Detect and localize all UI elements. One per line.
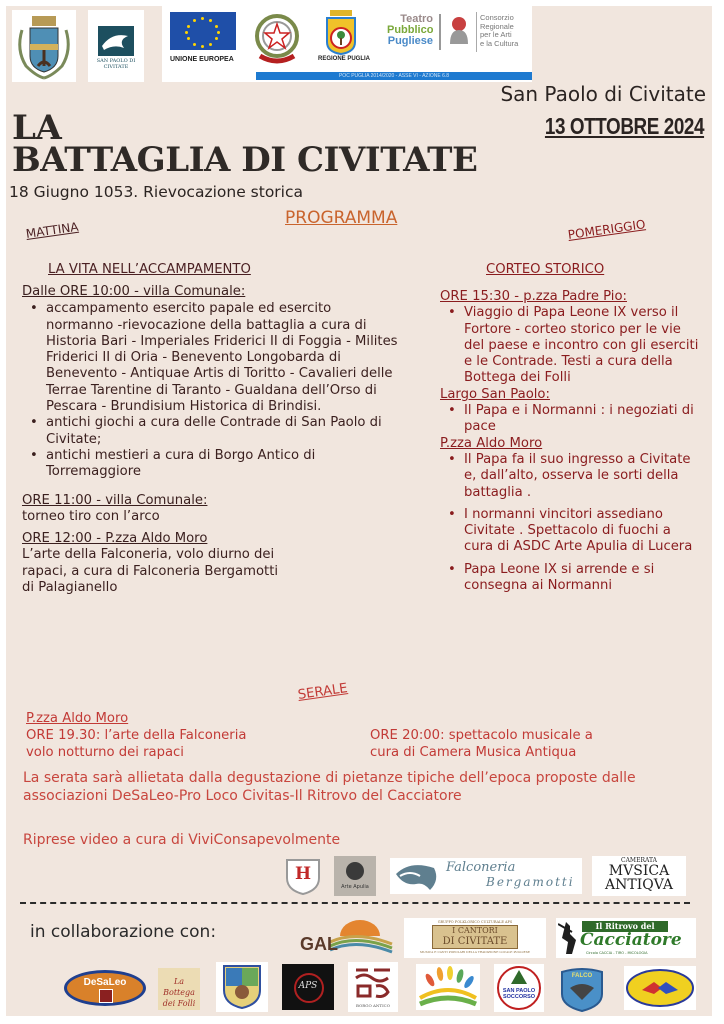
volontariato-san-paolo-soccorso-logo: [494, 964, 544, 1012]
camerata-musica-antiqua-logo: [592, 856, 686, 896]
borgo-antico-label: BORGO ANTICO: [355, 1003, 391, 1008]
triangle-emblem-icon: [511, 970, 527, 984]
pomeriggio-bullet-list: [440, 403, 702, 436]
historia-h-letter: H: [294, 864, 312, 884]
serale-label: SERALE: [296, 681, 349, 703]
teatro-label: Teatro: [400, 13, 433, 25]
eu-flag-icon: [170, 12, 236, 50]
consorzio-line: per le Arti: [480, 30, 512, 39]
gal-label: GAL: [300, 934, 338, 954]
event-subtitle: 18 Giugno 1053. Rievocazione storica: [9, 183, 304, 201]
list-item: • I normanni vincitori assediano Civitate . Spettacolo di fuochi a cura di ASDC Arte Apulia di Lucera: [440, 507, 702, 556]
folli-label: dei Folli: [162, 999, 196, 1008]
consorzio-line: Regionale: [480, 21, 514, 31]
desaleo-label: DeSaLeo: [83, 977, 127, 988]
mattina-section-title: LA VITA NELL’ACCAMPAMENTO: [48, 262, 251, 277]
musica-label: MVSICA: [608, 863, 670, 879]
arte-apulia-label: Arte Apulia: [341, 884, 369, 890]
list-item: • Viaggio di Papa Leone IX verso il Fortore - corteo storico per le vie del paese e incontro con gli eserciti e le Contrade. Testi a cura della Bottega dei Folli: [440, 305, 702, 386]
regione-puglia-label: REGIONE PUGLIA: [318, 56, 371, 62]
list-item: • antichi giochi a cura delle Contrade di San Paolo di Civitate;: [22, 415, 398, 448]
teatro-pubblico-pugliese-logo: [387, 14, 433, 47]
borgo-antico-pattern-icon: [354, 966, 392, 1000]
serale-music-line: ORE 20:00: spettacolo musicale a: [370, 728, 593, 743]
antiqua-label: ANTIQVA: [605, 877, 673, 893]
mattina-bullet-list: [22, 301, 398, 480]
pomeriggio-section-title: CORTEO STORICO: [486, 262, 605, 277]
italian-emblem-icon: [252, 10, 302, 68]
desaleo-logo: [64, 970, 146, 1006]
comune-crest: [12, 10, 76, 82]
pomeriggio-block-heading: ORE 15:30 - p.zza Padre Pio:: [440, 289, 627, 304]
bottega-dei-folli-logo: [158, 968, 200, 1010]
event-title-line2: BATTAGLIA DI CIVITATE: [12, 140, 478, 180]
pomeriggio-label: POMERIGGIO: [567, 217, 647, 242]
borgo-antico-logo: [348, 962, 398, 1012]
arte-apulia-emblem-icon: [346, 862, 364, 880]
cantori-di-civitate-logo: [404, 918, 546, 958]
event-city: San Paolo di Civitate: [500, 82, 706, 106]
list-item: • accampamento esercito papale ed esercito normanno -rievocazione della battaglia a cura di Historia Bari - Imperiales Friderici II di Foggia - Milites Friderici II di Oria - Benevento Longobarda di Benevento - Antiquae Artis di Toritto - Cavalieri delle Terrae Tarentine di Taranto - Gualdana dell’Orso di Pescara - Brundisium Historica di Brindisi.: [22, 301, 398, 415]
video-credits: Riprese video a cura di ViviConsapevolmente: [23, 832, 341, 848]
mattina-block-text: torneo tiro con l’arco: [22, 508, 160, 524]
sunrise-petals-icon: [416, 964, 480, 1010]
pubblico-label: Pubblico: [387, 24, 434, 36]
mattina-column: [22, 284, 398, 596]
san-paolo-di-civitate-logo: [88, 10, 144, 82]
serale-falconeria-line: ORE 19.30: l’arte della Falconeria: [26, 728, 247, 743]
consorzio-line: Consorzio: [480, 13, 514, 22]
pomeriggio-block-heading: Largo San Paolo:: [440, 386, 550, 402]
list-item: • antichi mestieri a cura di Borgo Antico di Torremaggiore: [22, 448, 398, 481]
corpus-aps-logo: [282, 964, 334, 1010]
cantori-tagline: MUSICA E CANTI POPOLARI DELLA TRADIZIONE LOCALE PUGLIESE: [420, 950, 530, 954]
circolo-label: Circolo CACCIA - TIRO - MICOLOGIA: [586, 951, 648, 955]
cantori-scroll: [432, 925, 518, 949]
programma-heading: PROGRAMMA: [285, 208, 398, 228]
viviconsapevolmente-logo: [416, 964, 480, 1010]
soccorso-text: SOCCORSO: [502, 994, 536, 1000]
mattina-block-text: L’arte della Falconeria, volo diurno dei rapaci, a cura di Falconeria Bergamotti di Palagianello: [22, 547, 279, 596]
san-paolo-label: SAN PAOLO: [502, 988, 536, 994]
bergamotti-label: Bergamotti: [486, 875, 575, 889]
hunter-silhouette-icon: [558, 920, 580, 956]
falco-logo: [556, 966, 608, 1012]
list-item: • Il Papa fa il suo ingresso a Civitate e, dall’alto, osserva le sorti della battaglia .: [440, 452, 702, 501]
serale-music-line: cura di Camera Musica Antiqua: [370, 745, 577, 760]
sicurezza-sociale-logo: [624, 966, 696, 1010]
historia-shield-logo: [283, 856, 323, 896]
consorzio-logo: [480, 14, 518, 48]
camerata-label: CAMERATA: [621, 857, 657, 864]
cantori-label: I CANTORI: [452, 926, 498, 935]
serale-left-block: [26, 727, 246, 761]
civitate-label: DI CIVITATE: [442, 936, 508, 947]
poc-puglia-bar: POC PUGLIA 2014/2020 - ASSE VI - AZIONE 6.8: [256, 72, 532, 80]
cacciatore-label: Cacciatore: [580, 930, 682, 950]
mattina-block-heading: ORE 12:00 - P.zza Aldo Moro: [22, 531, 208, 547]
comune-crest-icon: [12, 10, 76, 82]
mattina-label: MATTINA: [25, 219, 80, 241]
falconeria-bergamotti-logo: [390, 858, 582, 894]
falcon-head-icon: [394, 860, 440, 892]
consorzio-line: e la Cultura: [480, 38, 519, 48]
pomeriggio-bullet-list: [440, 452, 702, 594]
event-date: 13 OTTOBRE 2024: [544, 113, 704, 139]
cantori-group-label: GRUPPO FOLKLORICO CULTURALE APS: [437, 920, 513, 924]
falco-label: FALCO: [571, 973, 593, 979]
regione-puglia-crest-icon: [324, 8, 358, 56]
header-logo-strip: [162, 6, 532, 82]
collaboration-label: in collaborazione con:: [30, 922, 217, 942]
contrade-shield-icon: [216, 962, 268, 1012]
mattina-block-heading: ORE 11:00 - villa Comunale:: [22, 492, 208, 508]
contrade-crest-logo: [216, 962, 268, 1012]
san-paolo-logo-label: SAN PAOLO DI CIVITATE: [96, 58, 136, 70]
winged-horse-icon: [88, 10, 144, 82]
soccorso-label: [494, 988, 544, 1000]
list-item: • Papa Leone IX si arrende e si consegna ai Normanni: [440, 562, 702, 595]
ritrovo-del-cacciatore-logo: [556, 918, 696, 958]
serale-falconeria-line: volo notturno dei rapaci: [26, 745, 184, 760]
pugliese-label: Pugliese: [387, 35, 433, 47]
arte-apulia-logo: [334, 856, 376, 896]
list-item: • Il Papa e i Normanni : i negoziati di pace: [440, 403, 702, 436]
serale-note: La serata sarà allietata dalla degustazione di pietanze tipiche dell’epoca proposte dalle associazioni DeSaLeo-Pro Loco Civitas-Il Ritrovo del Cacciatore: [23, 770, 636, 804]
serale-place: P.zza Aldo Moro: [26, 711, 129, 726]
pomeriggio-bullet-list: [440, 305, 702, 386]
falconeria-label: Falconeria: [446, 860, 516, 875]
handshake-icon: [624, 966, 696, 1010]
event-title-line1: LA: [12, 108, 62, 148]
drum-icon: [99, 989, 113, 1003]
ritrovo-label: Il Ritrovo del: [582, 921, 668, 932]
dashed-divider: [20, 902, 690, 904]
mattina-block-heading: Dalle ORE 10:00 - villa Comunale:: [22, 284, 246, 299]
pomeriggio-block-heading: P.zza Aldo Moro: [440, 435, 543, 451]
serale-right-block: [370, 727, 593, 761]
pomeriggio-column: [440, 289, 702, 594]
gal-logo: [300, 920, 394, 956]
aps-label: APS: [298, 981, 318, 991]
bottega-label: La Bottega: [163, 977, 195, 997]
eu-label: UNIONE EUROPEA: [170, 56, 234, 63]
divider: [439, 14, 441, 50]
consorzio-head-icon: [446, 14, 472, 48]
divider: [476, 12, 477, 52]
